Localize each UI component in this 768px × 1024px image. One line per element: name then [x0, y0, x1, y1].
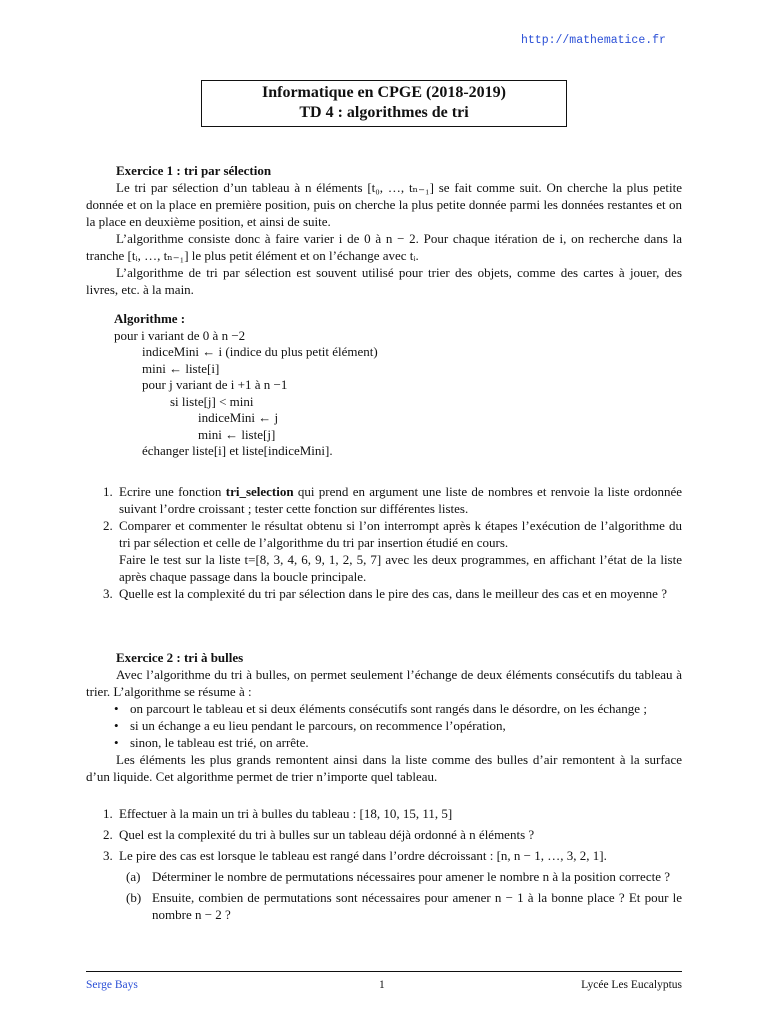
exercise-2-heading: Exercice 2 : tri à bulles — [116, 650, 244, 665]
exercise-1-questions — [86, 483, 682, 602]
exercise-2-paragraph-1: Avec l’algorithme du tri à bulles, on permet seulement l’échange de deux éléments consécutifs du tableau à trier. L’algorithme se résume à : — [86, 667, 682, 699]
question-3a: (a) Déterminer le nombre de permutations nécessaires pour amener le nombre n à la position correcte ? — [126, 869, 670, 884]
header-url[interactable]: http://mathematice.fr — [521, 34, 666, 47]
bullet-item: • sinon, le tableau est trié, on arrête. — [114, 735, 309, 750]
page-number: 1 — [379, 979, 385, 991]
algorithm-heading: Algorithme : — [114, 311, 186, 326]
question-1: 1. Effectuer à la main un tri à bulles du tableau : [18, 10, 15, 11, 5] — [103, 806, 453, 821]
bullet-item: • si un échange a eu lieu pendant le parcours, on recommence l’opération, — [114, 718, 506, 733]
exercise-2-questions — [86, 805, 682, 923]
exercise-1-heading: Exercice 1 : tri par sélection — [116, 163, 272, 178]
exercise-1 — [86, 162, 682, 298]
exercise-2-paragraph-2: Les éléments les plus grands remontent ainsi dans la liste comme des bulles d’air remontent à la surface d’un liquide. Cet algorithme permet de trier n’importe quel tableau. — [86, 752, 682, 784]
td-title: TD 4 : algorithmes de tri — [299, 104, 469, 121]
question-2: 2. Comparer et commenter le résultat obtenu si l’on interrompt après k étapes l’exécution de l’algorithme du tri par sélection et celle de l’algorithme du tri par insertion étudié en cours. — [103, 518, 682, 550]
algorithm-line: si liste[j] < mini — [170, 393, 254, 409]
question-3: 3. Le pire des cas est lorsque le tableau est rangé dans l’ordre décroissant : [n, n − 1, …, 3, 2, 1]. — [103, 848, 607, 863]
title-box — [201, 80, 567, 127]
algorithm-line: échanger liste[i] et liste[indiceMini]. — [142, 443, 333, 458]
question-3: 3. Quelle est la complexité du tri par sélection dans le pire des cas, dans le meilleur des cas et en moyenne ? — [103, 586, 667, 601]
exercise-1-paragraph-1: Le tri par sélection d’un tableau à n éléments [t₀, …, tₙ₋₁] se fait comme suit. On cherche la plus petite donnée et on la place en première position, puis on cherche la plus petite donnée parmi les données restantes et on la place en deuxième position, et ainsi de suite. — [86, 180, 682, 229]
exercise-1-paragraph-2: L’algorithme consiste donc à faire varier i de 0 à n − 2. Pour chaque itération de i, on recherche dans la tranche [tᵢ, …, tₙ₋₁] le plus petit élément et on l’échange avec tᵢ. — [86, 231, 682, 263]
bullet-item: • on parcourt le tableau et si deux éléments consécutifs sont rangés dans le désordre, on les échange ; — [114, 701, 647, 716]
algorithm-line: pour j variant de i +1 à n −1 — [142, 377, 288, 392]
exercise-1-paragraph-3: L’algorithme de tri par sélection est souvent utilisé pour trier des objets, comme des cartes à jouer, des livres, etc. à la main. — [86, 265, 682, 297]
algorithm-block — [114, 311, 378, 460]
algorithm-line: indiceMini ← i (indice du plus petit élément) — [142, 344, 378, 359]
algorithm-line: mini ← liste[i] — [142, 360, 220, 376]
course-title: Informatique en CPGE (2018-2019) — [262, 84, 506, 101]
exercise-2 — [86, 649, 682, 785]
question-3b: (b) Ensuite, combien de permutations sont nécessaires pour amener n − 1 à la bonne place ? Et pour le nombre n − 2 ? — [126, 890, 682, 922]
footer-author[interactable]: Serge Bays — [86, 979, 138, 991]
function-name: tri_selection — [225, 484, 294, 499]
algorithm-line: indiceMini ← j — [198, 410, 279, 425]
question-2-test: Faire le test sur la liste t=[8, 3, 4, 6, 9, 1, 2, 5, 7] avec les deux programmes, en affichant l’état de la liste après chaque passage dans la boucle principale. — [119, 552, 682, 584]
algorithm-line: mini ← liste[j] — [198, 426, 276, 442]
footer-school: Lycée Les Eucalyptus — [581, 979, 682, 991]
question-1: 1. Ecrire une fonction tri_selection qui prend en argument une liste de nombres et renvoie la liste ordonnée suivant l’ordre croissant ; tester cette fonction sur différentes listes. — [103, 484, 683, 516]
question-2: 2. Quel est la complexité du tri à bulles sur un tableau déjà ordonné à n éléments ? — [103, 827, 535, 842]
algorithm-line: pour i variant de 0 à n −2 — [114, 327, 246, 343]
footer-rule — [86, 971, 682, 972]
